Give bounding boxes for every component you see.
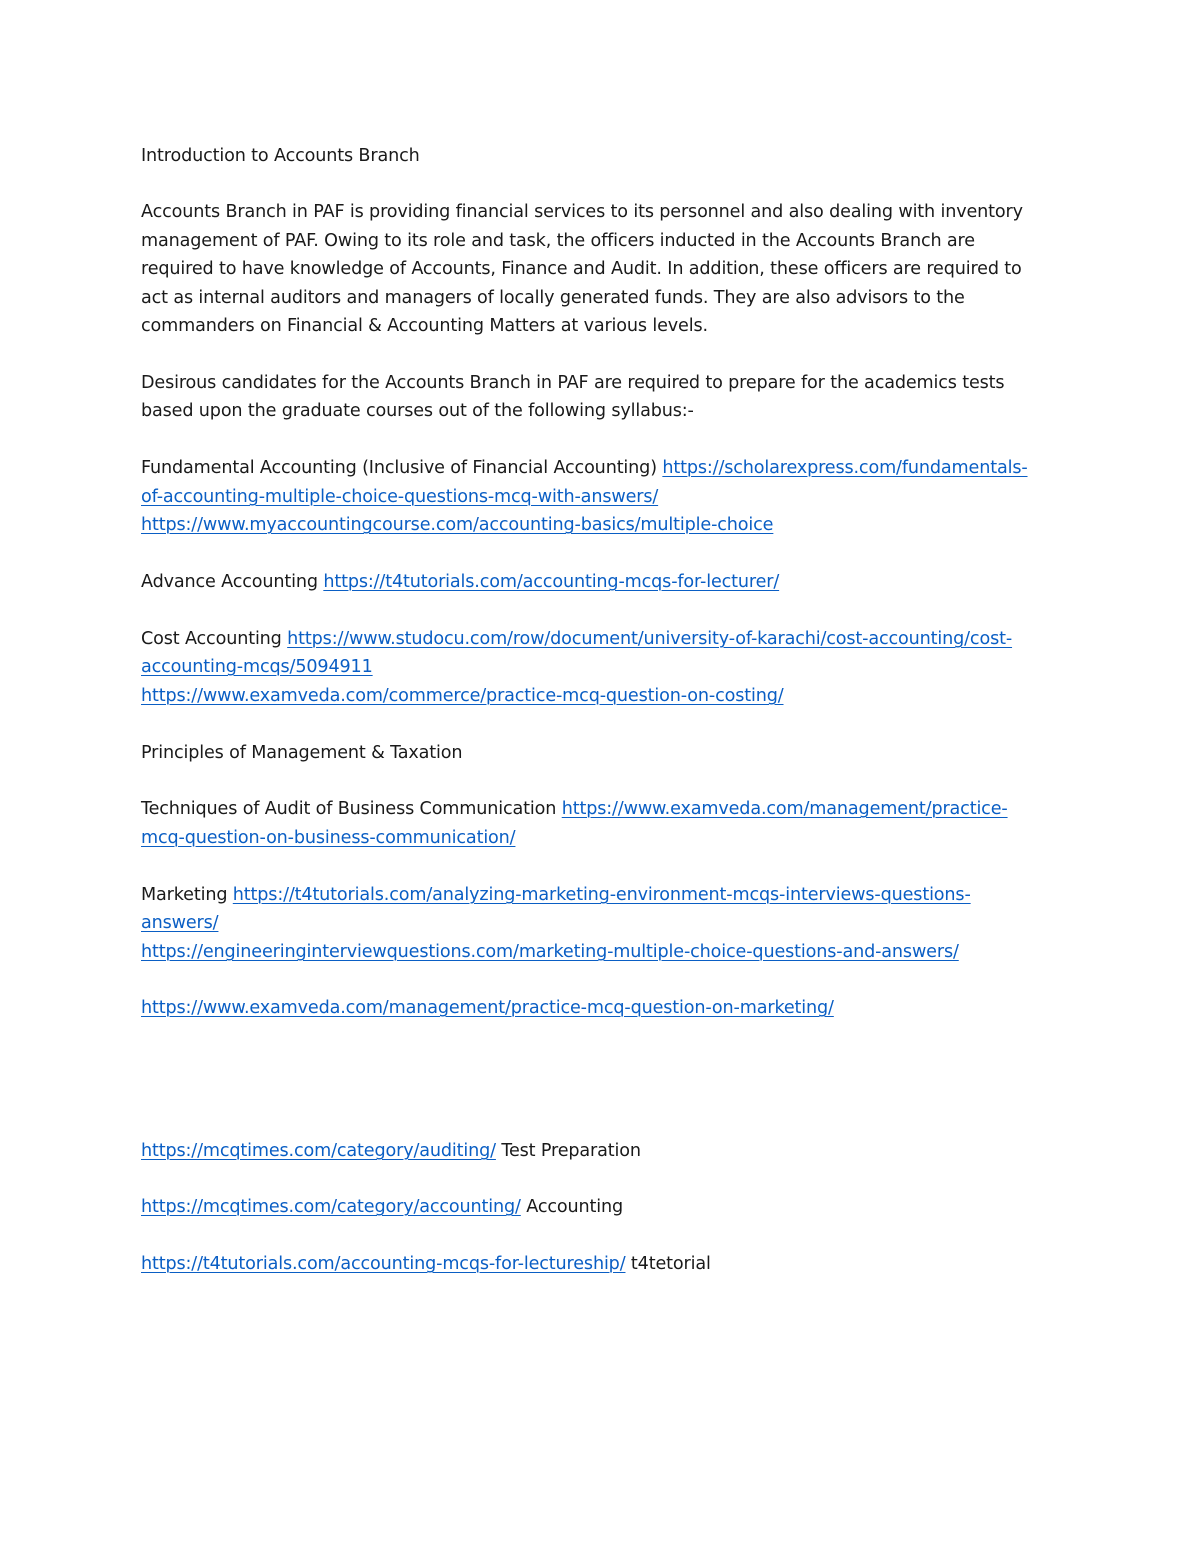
cost-accounting-line-2 xyxy=(141,656,373,678)
marketing-line xyxy=(141,884,971,906)
marketing-line-4 xyxy=(141,997,834,1019)
extra-resource-label: t4tetorial xyxy=(625,1254,711,1274)
techniques-line-2 xyxy=(141,827,515,849)
cost-accounting-line xyxy=(141,628,1012,650)
syllabus-paragraph-line: based upon the graduate courses out of the following syllabus:- xyxy=(141,401,694,421)
examveda-marketing-link[interactable]: https://www.examveda.com/management/practice-mcq-question-on-marketing/ xyxy=(141,998,834,1018)
intro-paragraph-line: commanders on Financial & Accounting Matters at various levels. xyxy=(141,316,708,336)
syllabus-paragraph-line: Desirous candidates for the Accounts Branch in PAF are required to prepare for the academics tests xyxy=(141,373,1005,393)
t4tutorials-marketing-link-continued[interactable]: answers/ xyxy=(141,913,219,933)
extra-resource-label: Test Preparation xyxy=(495,1141,641,1161)
examveda-business-communication-link-continued[interactable]: mcq-question-on-business-communication/ xyxy=(141,828,516,848)
mcqtimes-accounting-link[interactable]: https://mcqtimes.com/category/accounting/ xyxy=(141,1197,521,1217)
extra-resource-line xyxy=(141,1253,711,1275)
mcqtimes-auditing-link[interactable]: https://mcqtimes.com/category/auditing/ xyxy=(141,1141,496,1161)
marketing-line-2 xyxy=(141,912,218,934)
advance-accounting-line xyxy=(141,571,779,593)
cost-accounting-line-3 xyxy=(141,685,784,707)
scholarexpress-link-continued[interactable]: of-accounting-multiple-choice-questions-mcq-with-answers/ xyxy=(141,487,659,507)
techniques-label: Techniques of Audit of Business Communication xyxy=(141,799,562,819)
engineeringinterviewquestions-link[interactable]: https://engineeringinterviewquestions.com/marketing-multiple-choice-questions-and-answers/ xyxy=(141,942,959,962)
extra-resource-line xyxy=(141,1140,641,1162)
myaccountingcourse-link[interactable]: https://www.myaccountingcourse.com/accounting-basics/multiple-choice xyxy=(141,515,774,535)
extra-resource-line xyxy=(141,1196,623,1218)
studocu-link[interactable]: https://www.studocu.com/row/document/university-of-karachi/cost-accounting/cost- xyxy=(287,629,1013,649)
intro-paragraph-line: required to have knowledge of Accounts, Finance and Audit. In addition, these officers are required to xyxy=(141,259,1022,279)
extra-resource-label: Accounting xyxy=(520,1197,624,1217)
marketing-line-3 xyxy=(141,941,959,963)
intro-paragraph-line: act as internal auditors and managers of locally generated funds. They are also advisors to the xyxy=(141,288,965,308)
studocu-link-continued[interactable]: accounting-mcqs/5094911 xyxy=(141,657,373,677)
examveda-costing-link[interactable]: https://www.examveda.com/commerce/practice-mcq-question-on-costing/ xyxy=(141,686,784,706)
t4tutorials-lectureship-link[interactable]: https://t4tutorials.com/accounting-mcqs-for-lectureship/ xyxy=(141,1254,626,1274)
fundamental-accounting-line xyxy=(141,457,1028,479)
advance-accounting-label: Advance Accounting xyxy=(141,572,324,592)
fundamental-accounting-line-2 xyxy=(141,486,658,508)
scholarexpress-link[interactable]: https://scholarexpress.com/fundamentals- xyxy=(662,458,1028,478)
cost-accounting-label: Cost Accounting xyxy=(141,629,288,649)
document-title: Introduction to Accounts Branch xyxy=(141,146,420,166)
fundamental-accounting-line-3 xyxy=(141,514,773,536)
marketing-label: Marketing xyxy=(141,885,233,905)
intro-paragraph-line: management of PAF. Owing to its role and task, the officers inducted in the Accounts Branch are xyxy=(141,231,975,251)
techniques-line xyxy=(141,798,1008,820)
fundamental-accounting-label: Fundamental Accounting (Inclusive of Financial Accounting) xyxy=(141,458,663,478)
intro-paragraph-line: Accounts Branch in PAF is providing financial services to its personnel and also dealing with inventory xyxy=(141,202,1023,222)
examveda-business-communication-link[interactable]: https://www.examveda.com/management/practice- xyxy=(561,799,1008,819)
t4tutorials-marketing-link[interactable]: https://t4tutorials.com/analyzing-marketing-environment-mcqs-interviews-questions- xyxy=(232,885,971,905)
t4tutorials-lecturer-link[interactable]: https://t4tutorials.com/accounting-mcqs-for-lecturer/ xyxy=(323,572,780,592)
principles-heading: Principles of Management & Taxation xyxy=(141,743,463,763)
